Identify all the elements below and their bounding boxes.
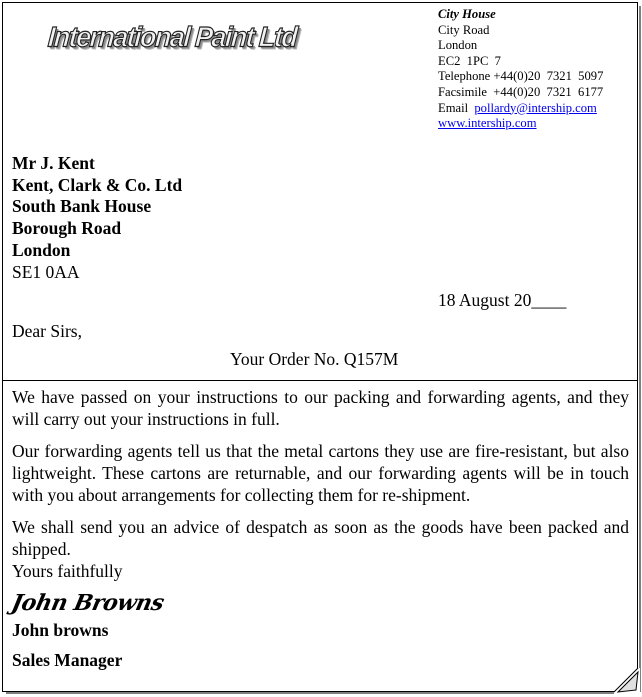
recipient-building: South Bank House (12, 196, 152, 217)
recipient-street: Borough Road (12, 218, 122, 239)
sender-telephone: Telephone +44(0)20 7321 5097 (438, 69, 604, 84)
sender-street: City Road (438, 22, 490, 37)
complimentary-close: Yours faithfully (12, 561, 123, 581)
sender-facsimile: Facsimile +44(0)20 7321 6177 (438, 84, 604, 99)
page-curl-corner (614, 668, 640, 694)
company-logo (48, 22, 296, 53)
page-shadow-right (639, 6, 641, 692)
body-paragraph: Our forwarding agents tell us that the metal cartons they use are fire-resistant, but also lightweight. These cartons are returnable, and our forwarding agents will be in touch with you about arrangements for collecting them for re-shipment. (12, 441, 629, 505)
recipient-city: London (12, 239, 71, 260)
recipient-address (12, 153, 182, 283)
signatory-title: Sales Manager (12, 650, 123, 670)
recipient-postcode: SE1 0AA (12, 261, 80, 282)
recipient-name: Mr J. Kent (12, 153, 95, 173)
letter-body (12, 386, 629, 570)
handwritten-signature: John Browns (9, 590, 167, 616)
page-shadow-bottom (6, 692, 618, 694)
email-link[interactable]: pollardy@intership.com (474, 100, 597, 115)
letter-date: 18 August 20____ (438, 290, 567, 310)
sender-building: City House (438, 7, 496, 21)
salutation: Dear Sirs, (12, 321, 82, 341)
website-link[interactable]: www.intership.com (438, 116, 537, 131)
body-paragraph: We shall send you an advice of despatch as soon as the goods have been packed and shipped. (12, 517, 629, 559)
sender-email-line (438, 101, 603, 117)
recipient-company: Kent, Clark & Co. Ltd (12, 174, 183, 195)
header-divider (3, 380, 638, 381)
sender-city: London (438, 38, 478, 53)
body-paragraph: We have passed on your instructions to our packing and forwarding agents, and they will carry out your instructions in full. (12, 387, 629, 429)
subject-line: Your Order No. Q157M (230, 349, 399, 369)
sender-postcode: EC2 1PC 7 (438, 53, 501, 68)
email-label: Email (438, 100, 469, 115)
sender-address (438, 7, 603, 132)
signatory-name: John browns (12, 620, 109, 640)
company-logo-text: International Paint Ltd (46, 21, 298, 53)
